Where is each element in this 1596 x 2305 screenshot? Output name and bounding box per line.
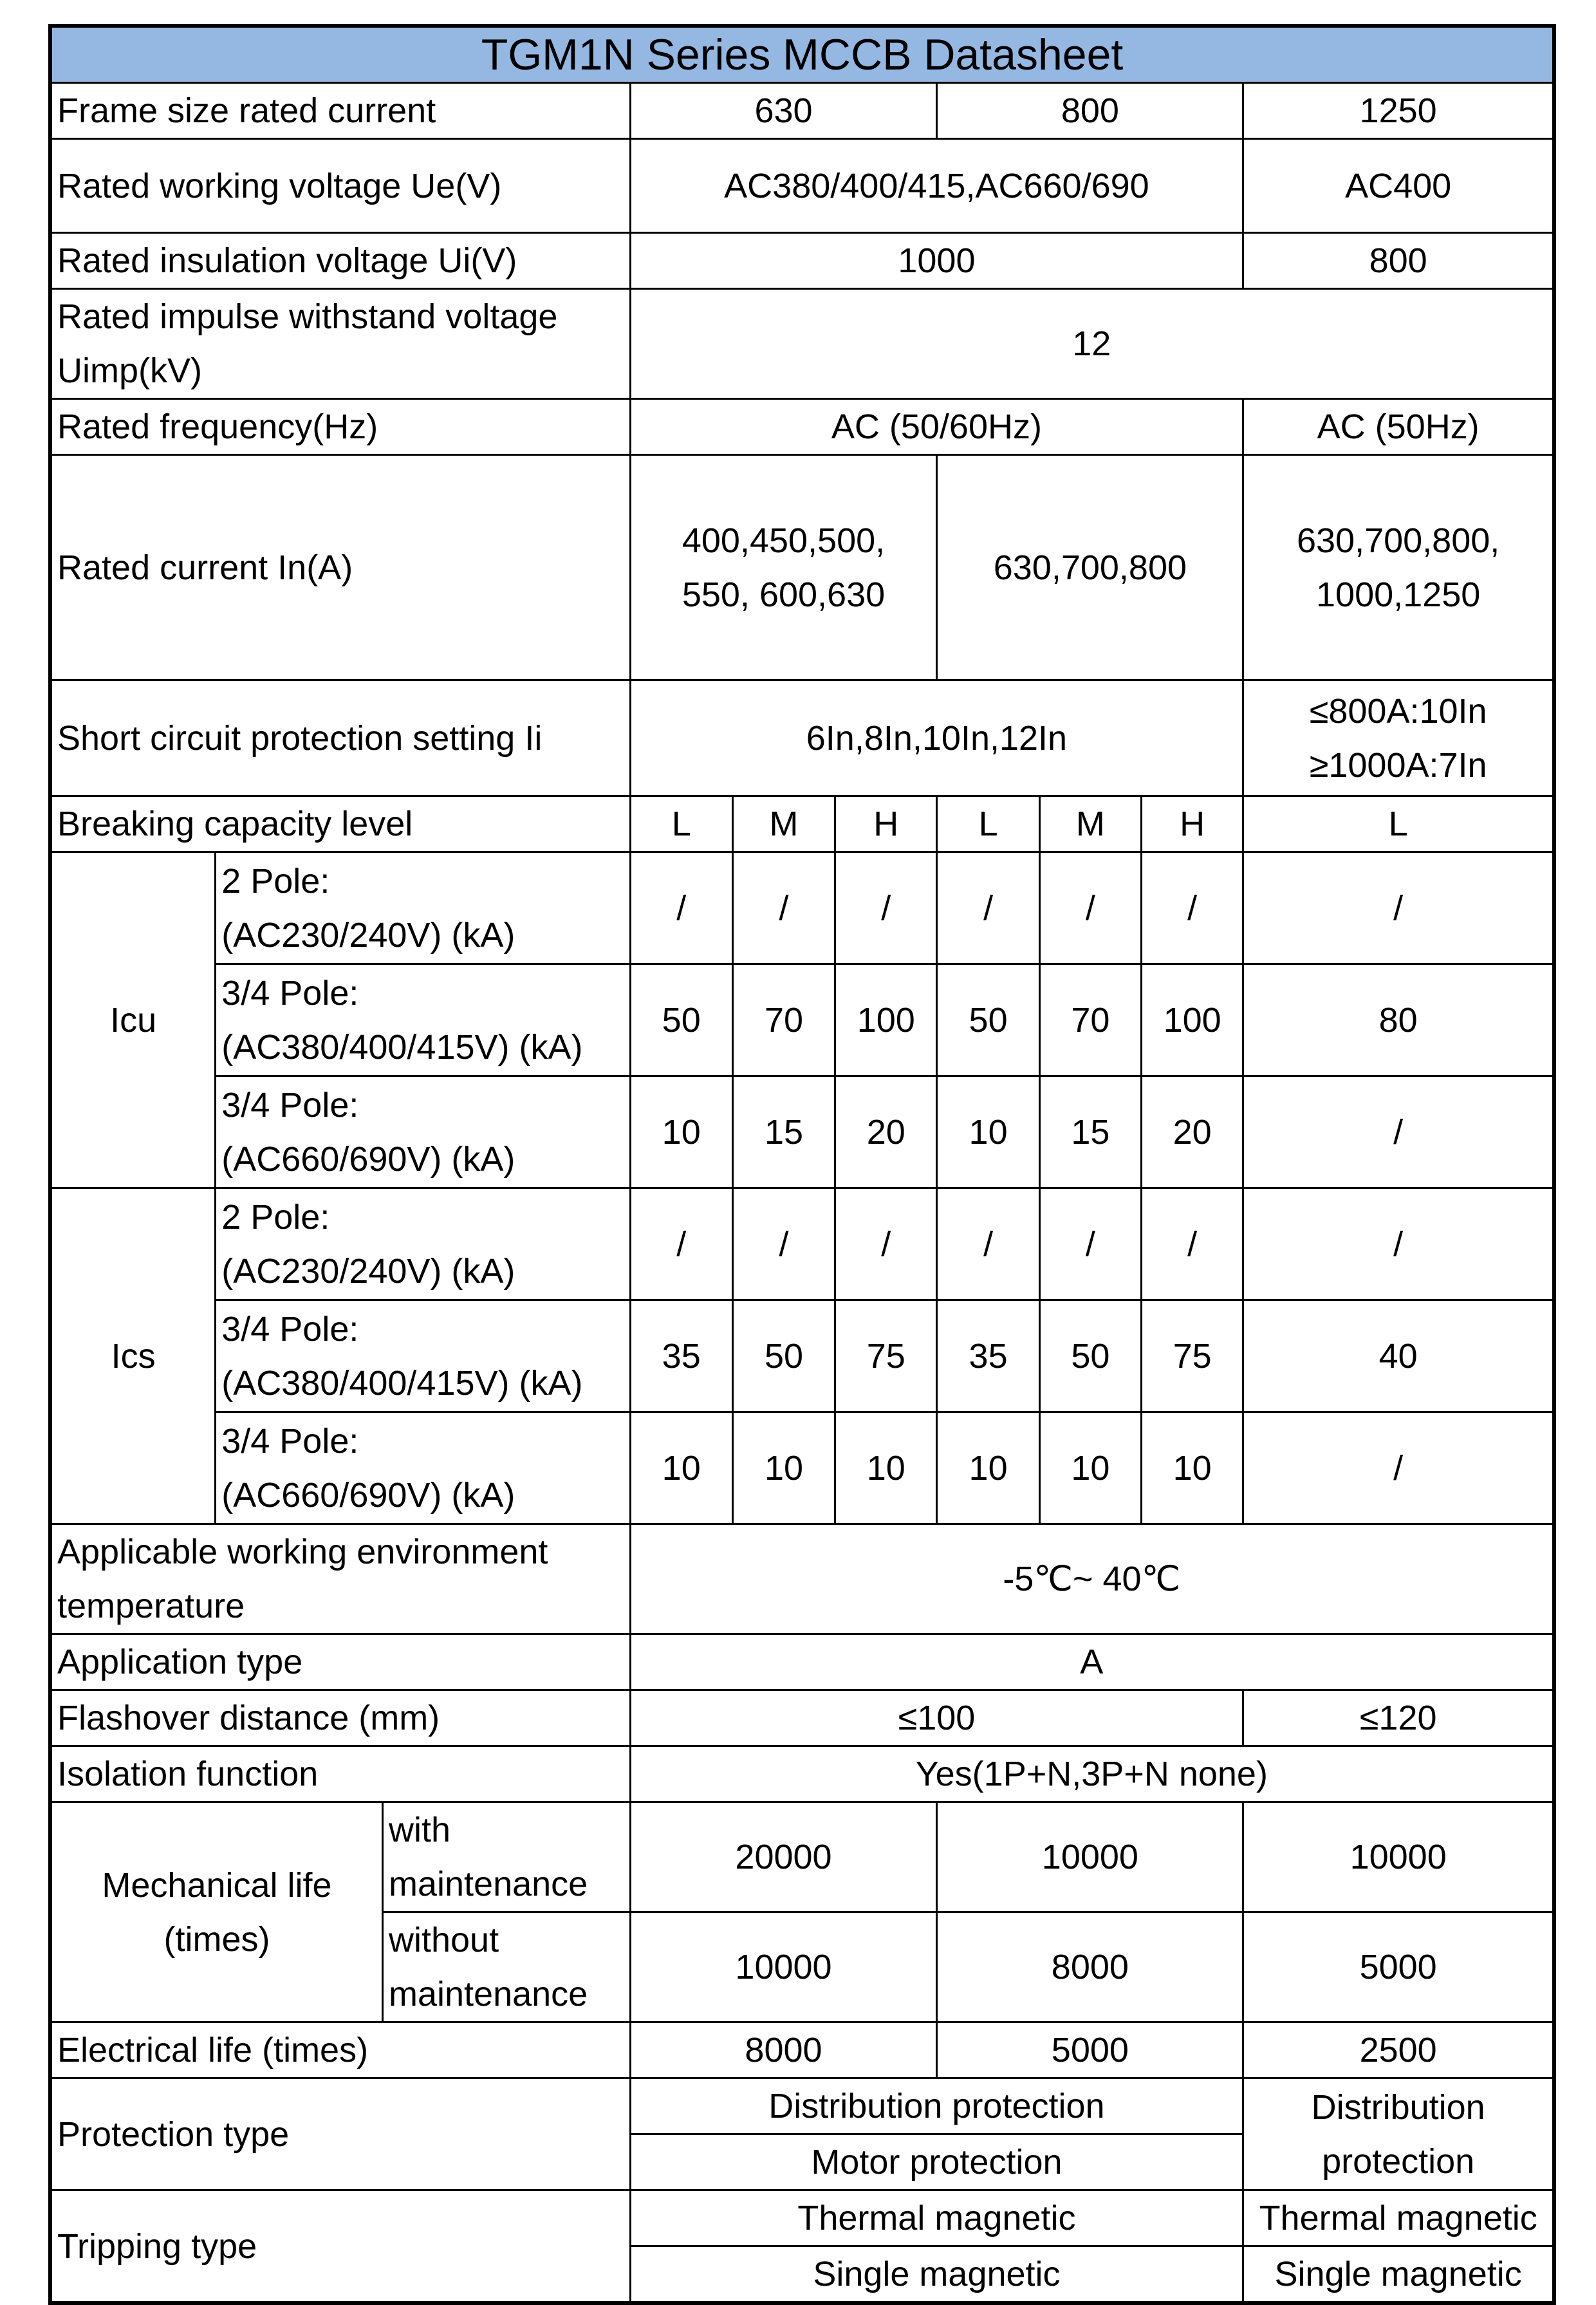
icu-sub-label-line2: (AC660/690V) (kA) (221, 1139, 515, 1179)
temperature-label-line1: Applicable working environment (57, 1533, 548, 1571)
mechanical-with-line1: with (388, 1811, 451, 1849)
icu-value: 80 (1243, 964, 1554, 1076)
tripping-630-800: Thermal magnetic (630, 2190, 1243, 2246)
tripping-label: Tripping type (50, 2190, 630, 2304)
frequency-630-800: AC (50/60Hz) (630, 399, 1243, 455)
icu-value: 50 (937, 964, 1039, 1076)
temperature-value: -5℃~ 40℃ (630, 1524, 1554, 1634)
icu-value: 100 (835, 964, 937, 1076)
icu-sub-label-line1: 3/4 Pole: (221, 1085, 359, 1125)
icu-value: 20 (835, 1076, 937, 1188)
short-circuit-label: Short circuit protection setting Ii (50, 680, 630, 796)
icu-value: 10 (630, 1076, 732, 1188)
icu-row (50, 1076, 1554, 1188)
short-circuit-630-800: 6In,8In,10In,12In (630, 680, 1243, 796)
breaking-level: L (630, 796, 732, 852)
flashover-label: Flashover distance (mm) (50, 1690, 630, 1746)
electrical-life-row (50, 2022, 1554, 2078)
mechanical-life-label (50, 1802, 382, 2022)
icu-value: / (1243, 1076, 1554, 1188)
short-circuit-1250 (1243, 680, 1554, 796)
icu-value: 70 (732, 964, 835, 1076)
breaking-level: L (1243, 796, 1554, 852)
ics-value: / (1039, 1188, 1141, 1300)
frame-size-label: Frame size rated current (50, 83, 630, 139)
protection-1250-line1: Distribution (1311, 2087, 1485, 2127)
ics-value: 10 (1039, 1412, 1141, 1524)
rated-current-630-line1: 400,450,500, (682, 521, 886, 560)
ics-sub-label-line1: 3/4 Pole: (221, 1309, 359, 1348)
tripping-1250: Thermal magnetic (1243, 2190, 1554, 2246)
mechanical-with-line2: maintenance (388, 1865, 588, 1903)
mechanical-life-label-line2: (times) (163, 1919, 270, 1959)
ics-value: 10 (630, 1412, 732, 1524)
breaking-capacity-row (50, 796, 1554, 852)
ics-value: 35 (937, 1300, 1039, 1412)
rated-current-1250-line1: 630,700,800, (1296, 521, 1500, 560)
ics-sub-label (216, 1188, 630, 1300)
impulse-voltage-label-line2: Uimp(kV) (57, 351, 202, 390)
protection-label: Protection type (50, 2078, 630, 2190)
ics-value: 50 (732, 1300, 835, 1412)
icu-value: / (835, 852, 937, 964)
application-label: Application type (50, 1634, 630, 1690)
ics-value: / (732, 1188, 835, 1300)
working-voltage-label: Rated working voltage Ue(V) (50, 139, 630, 233)
rated-current-800: 630,700,800 (937, 455, 1243, 680)
mechanical-without-line1: without (388, 1921, 499, 1959)
mechanical-with-row (50, 1802, 1554, 1912)
ics-value: / (835, 1188, 937, 1300)
electrical-life-label: Electrical life (times) (50, 2022, 630, 2078)
icu-value: 20 (1142, 1076, 1243, 1188)
frame-size-1250: 1250 (1243, 83, 1554, 139)
icu-value: 15 (732, 1076, 835, 1188)
ics-sub-label-line2: (AC380/400/415V) (kA) (221, 1363, 583, 1403)
page-title: TGM1N Series MCCB Datasheet (50, 26, 1554, 83)
ics-sub-label (216, 1412, 630, 1524)
mechanical-without-line2: maintenance (388, 1975, 588, 2013)
ics-value: / (1243, 1188, 1554, 1300)
flashover-row (50, 1690, 1554, 1746)
working-voltage-1250: AC400 (1243, 139, 1554, 233)
ics-value: 50 (1039, 1300, 1141, 1412)
icu-value: 50 (630, 964, 732, 1076)
mechanical-without-label (382, 1912, 630, 2022)
impulse-voltage-row (50, 289, 1554, 399)
frequency-1250: AC (50Hz) (1243, 399, 1554, 455)
ics-label: Ics (50, 1188, 216, 1524)
datasheet-table (48, 24, 1556, 2305)
frame-size-800: 800 (937, 83, 1243, 139)
icu-value: 15 (1039, 1076, 1141, 1188)
icu-row (50, 964, 1554, 1076)
rated-current-1250-line2: 1000,1250 (1316, 575, 1481, 614)
ics-row (50, 1412, 1554, 1524)
protection-1250 (1243, 2078, 1554, 2190)
ics-value: 40 (1243, 1300, 1554, 1412)
mechanical-life-label-line1: Mechanical life (102, 1865, 332, 1905)
short-circuit-row (50, 680, 1554, 796)
breaking-level: M (732, 796, 835, 852)
frequency-label: Rated frequency(Hz) (50, 399, 630, 455)
protection-630-800: Distribution protection (630, 2078, 1243, 2134)
ics-value: 10 (835, 1412, 937, 1524)
icu-sub-label (216, 852, 630, 964)
ics-sub-label-line1: 3/4 Pole: (221, 1421, 359, 1460)
icu-value: / (630, 852, 732, 964)
protection-1250-line2: protection (1322, 2142, 1475, 2181)
icu-value: 70 (1039, 964, 1141, 1076)
tripping-630-800: Single magnetic (630, 2246, 1243, 2304)
electrical-life-1250: 2500 (1243, 2022, 1554, 2078)
working-voltage-row (50, 139, 1554, 233)
icu-value: / (937, 852, 1039, 964)
isolation-row (50, 1746, 1554, 1802)
ics-row (50, 1188, 1554, 1300)
tripping-row (50, 2190, 1554, 2246)
breaking-level: L (937, 796, 1039, 852)
ics-value: 75 (835, 1300, 937, 1412)
breaking-level: M (1039, 796, 1141, 852)
breaking-capacity-label: Breaking capacity level (50, 796, 630, 852)
ics-value: / (1142, 1188, 1243, 1300)
icu-sub-label-line2: (AC380/400/415V) (kA) (221, 1027, 583, 1067)
icu-value: / (1039, 852, 1141, 964)
icu-value: / (1243, 852, 1554, 964)
rated-current-630-line2: 550, 600,630 (682, 575, 886, 614)
protection-630-800: Motor protection (630, 2134, 1243, 2190)
icu-value: 100 (1142, 964, 1243, 1076)
impulse-voltage-label (50, 289, 630, 399)
application-value: A (630, 1634, 1554, 1690)
ics-sub-label-line2: (AC660/690V) (kA) (221, 1475, 515, 1515)
rated-current-1250 (1243, 455, 1554, 680)
title-row (50, 26, 1554, 83)
icu-value: / (1142, 852, 1243, 964)
temperature-row (50, 1524, 1554, 1634)
impulse-voltage-value: 12 (630, 289, 1554, 399)
insulation-voltage-label: Rated insulation voltage Ui(V) (50, 233, 630, 289)
tripping-1250: Single magnetic (1243, 2246, 1554, 2304)
icu-sub-label-line1: 2 Pole: (221, 861, 330, 901)
icu-label: Icu (50, 852, 216, 1188)
short-circuit-1250-line1: ≤800A:10In (1309, 691, 1487, 731)
insulation-voltage-1250: 800 (1243, 233, 1554, 289)
ics-value: 10 (732, 1412, 835, 1524)
ics-value: 10 (937, 1412, 1039, 1524)
icu-sub-label (216, 1076, 630, 1188)
icu-sub-label-line1: 3/4 Pole: (221, 973, 359, 1013)
isolation-value: Yes(1P+N,3P+N none) (630, 1746, 1554, 1802)
mechanical-without-800: 8000 (937, 1912, 1243, 2022)
ics-value: 75 (1142, 1300, 1243, 1412)
ics-sub-label (216, 1300, 630, 1412)
mechanical-with-630: 20000 (630, 1802, 937, 1912)
temperature-label-line2: temperature (57, 1587, 245, 1625)
temperature-label (50, 1524, 630, 1634)
ics-value: / (937, 1188, 1039, 1300)
insulation-voltage-630-800: 1000 (630, 233, 1243, 289)
ics-value: / (1243, 1412, 1554, 1524)
flashover-630-800: ≤100 (630, 1690, 1243, 1746)
mechanical-with-800: 10000 (937, 1802, 1243, 1912)
ics-value: 35 (630, 1300, 732, 1412)
icu-sub-label-line2: (AC230/240V) (kA) (221, 915, 515, 955)
electrical-life-800: 5000 (937, 2022, 1243, 2078)
mechanical-with-1250: 10000 (1243, 1802, 1554, 1912)
rated-current-row (50, 455, 1554, 680)
ics-row (50, 1300, 1554, 1412)
impulse-voltage-label-line1: Rated impulse withstand voltage (57, 297, 558, 336)
application-row (50, 1634, 1554, 1690)
electrical-life-630: 8000 (630, 2022, 937, 2078)
working-voltage-630-800: AC380/400/415,AC660/690 (630, 139, 1243, 233)
frame-size-row (50, 83, 1554, 139)
frequency-row (50, 399, 1554, 455)
protection-row (50, 2078, 1554, 2134)
mechanical-without-630: 10000 (630, 1912, 937, 2022)
mechanical-without-1250: 5000 (1243, 1912, 1554, 2022)
breaking-level: H (835, 796, 937, 852)
short-circuit-1250-line2: ≥1000A:7In (1309, 745, 1487, 785)
icu-value: / (732, 852, 835, 964)
frame-size-630: 630 (630, 83, 937, 139)
icu-row (50, 852, 1554, 964)
isolation-label: Isolation function (50, 1746, 630, 1802)
flashover-1250: ≤120 (1243, 1690, 1554, 1746)
rated-current-label: Rated current In(A) (50, 455, 630, 680)
insulation-voltage-row (50, 233, 1554, 289)
breaking-level: H (1142, 796, 1243, 852)
rated-current-630 (630, 455, 937, 680)
mechanical-with-label (382, 1802, 630, 1912)
ics-sub-label-line2: (AC230/240V) (kA) (221, 1251, 515, 1291)
ics-value: 10 (1142, 1412, 1243, 1524)
ics-value: / (630, 1188, 732, 1300)
ics-sub-label-line1: 2 Pole: (221, 1197, 330, 1236)
icu-sub-label (216, 964, 630, 1076)
icu-value: 10 (937, 1076, 1039, 1188)
